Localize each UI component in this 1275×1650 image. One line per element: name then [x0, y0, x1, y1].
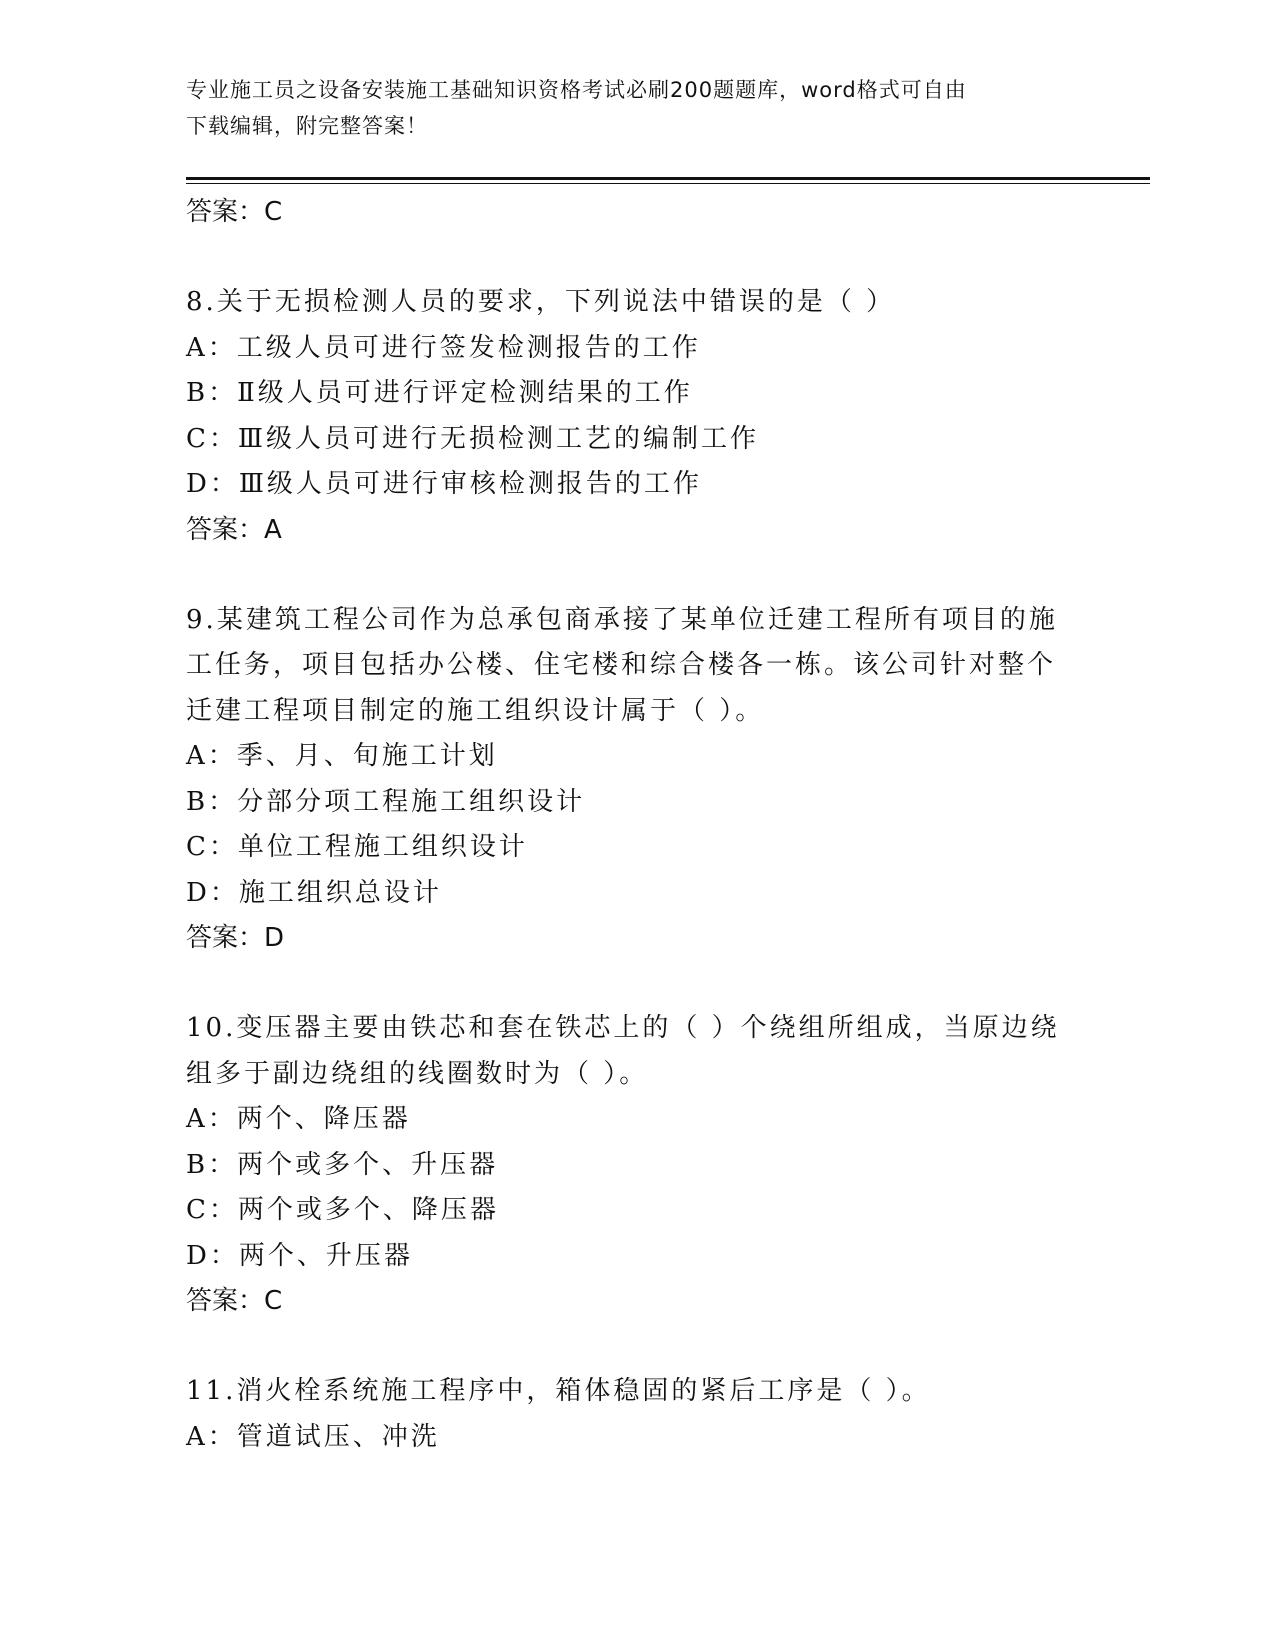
option-d: D：两个、升压器: [186, 1240, 413, 1271]
answer-line: 答案：C: [186, 197, 283, 227]
option-a: A：工级人员可进行签发检测报告的工作: [186, 332, 701, 363]
option-d: D：Ⅲ级人员可进行审核检测报告的工作: [186, 469, 702, 499]
option-c: C：Ⅲ级人员可进行无损检测工艺的编制工作: [186, 423, 759, 454]
question-number: 8.: [186, 287, 217, 317]
question-item: [186, 1369, 1086, 1460]
question-number: 10.: [186, 1013, 237, 1043]
answer-line: 答案：A: [186, 514, 282, 545]
answer-line: 答案：C: [186, 1286, 283, 1316]
question-text: 9.某建筑工程公司作为总承包商承接了某单位迁建工程所有项目的施 工任务，项目包括办公楼、住宅楼和综合楼各一栋。该公司针对整个 迁建工程项目制定的施工组织设计属于（ ）。: [186, 604, 1058, 726]
header-divider-thin: [186, 183, 1150, 184]
document-header: [186, 72, 1066, 144]
question-item: [186, 1006, 1086, 1323]
option-b: B：Ⅱ级人员可进行评定检测结果的工作: [186, 378, 693, 408]
header-divider-thick: [186, 177, 1150, 180]
question-item: [186, 598, 1086, 961]
question-text: 10.变压器主要由铁芯和套在铁芯上的（ ）个绕组所组成，当原边绕 组多于副边绕组的线圈数时为（ ）。: [186, 1013, 1060, 1089]
question-number: 9.: [186, 604, 217, 635]
header-title-line-2: 下载编辑，附完整答案！: [186, 114, 428, 138]
option-a: A：两个、降压器: [186, 1104, 411, 1134]
option-c: C：单位工程施工组织设计: [186, 832, 528, 862]
question-item: [186, 280, 1086, 552]
answer-line: 答案：D: [186, 923, 285, 953]
question-list: [186, 190, 1086, 1460]
option-d: D：施工组织总设计: [186, 877, 442, 908]
header-title-line-1: 专业施工员之设备安装施工基础知识资格考试必刷200题题库，word格式可自由: [186, 78, 967, 102]
option-c: C：两个或多个、降压器: [186, 1195, 499, 1225]
question-text: 11.消火栓系统施工程序中，箱体稳固的紧后工序是（ ）。: [186, 1376, 931, 1406]
question-text: 8.关于无损检测人员的要求，下列说法中错误的是（ ）: [186, 287, 896, 317]
option-b: B：分部分项工程施工组织设计: [186, 786, 586, 817]
option-a: A：季、月、旬施工计划: [186, 741, 498, 771]
question-number: 11.: [186, 1376, 237, 1406]
option-a: A：管道试压、冲洗: [186, 1421, 440, 1452]
option-b: B：两个或多个、升压器: [186, 1149, 499, 1180]
